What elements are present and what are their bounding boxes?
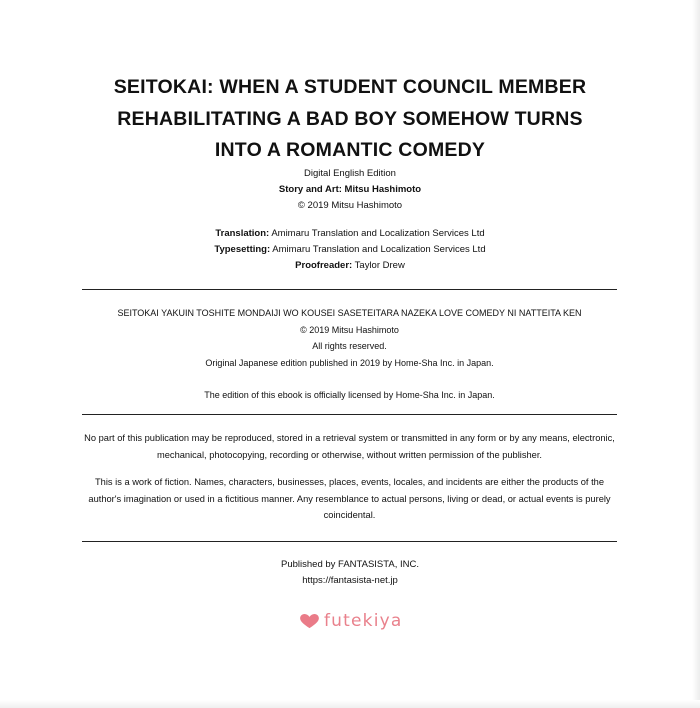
credit-value: Amimaru Translation and Localization Services Ltd <box>272 244 486 255</box>
license-notice: The edition of this ebook is officially licensed by Home-Sha Inc. in Japan. <box>204 390 495 400</box>
credit-typesetting <box>40 242 660 258</box>
story-art-label: Story and Art: <box>278 184 342 195</box>
title-line-1: SEITOKAI: WHEN A STUDENT COUNCIL MEMBER <box>113 76 587 98</box>
divider <box>82 414 617 415</box>
credit-translation <box>40 226 660 242</box>
copyright-line: © 2019 Mitsu Hashimoto <box>297 200 403 211</box>
logo-text: futekiya <box>324 611 403 631</box>
credit-label: Typesetting: <box>214 244 271 255</box>
original-copyright: © 2019 Mitsu Hashimoto <box>300 324 399 335</box>
publisher-info <box>40 557 660 589</box>
original-publication: Original Japanese edition published in 2019 by Home-Sha Inc. in Japan. <box>205 357 494 368</box>
fiction-disclaimer: This is a work of fiction. Names, characters, businesses, places, events, locales, and incidents are either the products of the author's imagination or used in a fictitious manner. Any resemblance to actual persons, living or dead, or actual events is purely coincidental. <box>88 477 611 520</box>
japanese-title: SEITOKAI YAKUIN TOSHITE MONDAIJI WO KOUSEI SASETEITARA NAZEKA LOVE COMEDY NI NATTEITA KEN <box>117 308 582 318</box>
credit-value: Amimaru Translation and Localization Services Ltd <box>271 228 485 239</box>
futekiya-logo <box>300 610 410 632</box>
credit-label: Translation: <box>215 228 270 239</box>
page-bottom-shadow <box>0 700 700 708</box>
divider <box>82 289 617 290</box>
publisher-url[interactable]: https://fantasista-net.jp <box>302 575 398 586</box>
book-title <box>80 72 620 167</box>
edition-label: Digital English Edition <box>304 168 396 179</box>
legal-notices <box>82 430 617 524</box>
page-edge-shadow <box>692 0 700 708</box>
edition-info <box>40 166 660 214</box>
divider <box>82 541 617 542</box>
original-edition-info <box>82 305 617 404</box>
title-line-3: INTO A ROMANTIC COMEDY <box>214 139 486 161</box>
reproduction-notice: No part of this publication may be reproduced, stored in a retrieval system or transmitted in any form or by any means, electronic, mechanical, photocopying, recording or otherwise, without written permission of the publisher. <box>84 433 615 460</box>
rights-reserved: All rights reserved. <box>312 341 387 351</box>
story-art-line <box>40 182 660 198</box>
credit-value: Taylor Drew <box>354 260 405 271</box>
title-line-2: REHABILITATING A BAD BOY SOMEHOW TURNS <box>117 107 583 130</box>
credit-proofreader <box>40 258 660 274</box>
heart-icon <box>300 614 319 629</box>
credit-label: Proofreader: <box>295 260 353 271</box>
credits <box>40 226 660 274</box>
story-art-value: Mitsu Hashimoto <box>344 184 422 195</box>
publisher-line: Published by FANTASISTA, INC. <box>281 559 419 570</box>
